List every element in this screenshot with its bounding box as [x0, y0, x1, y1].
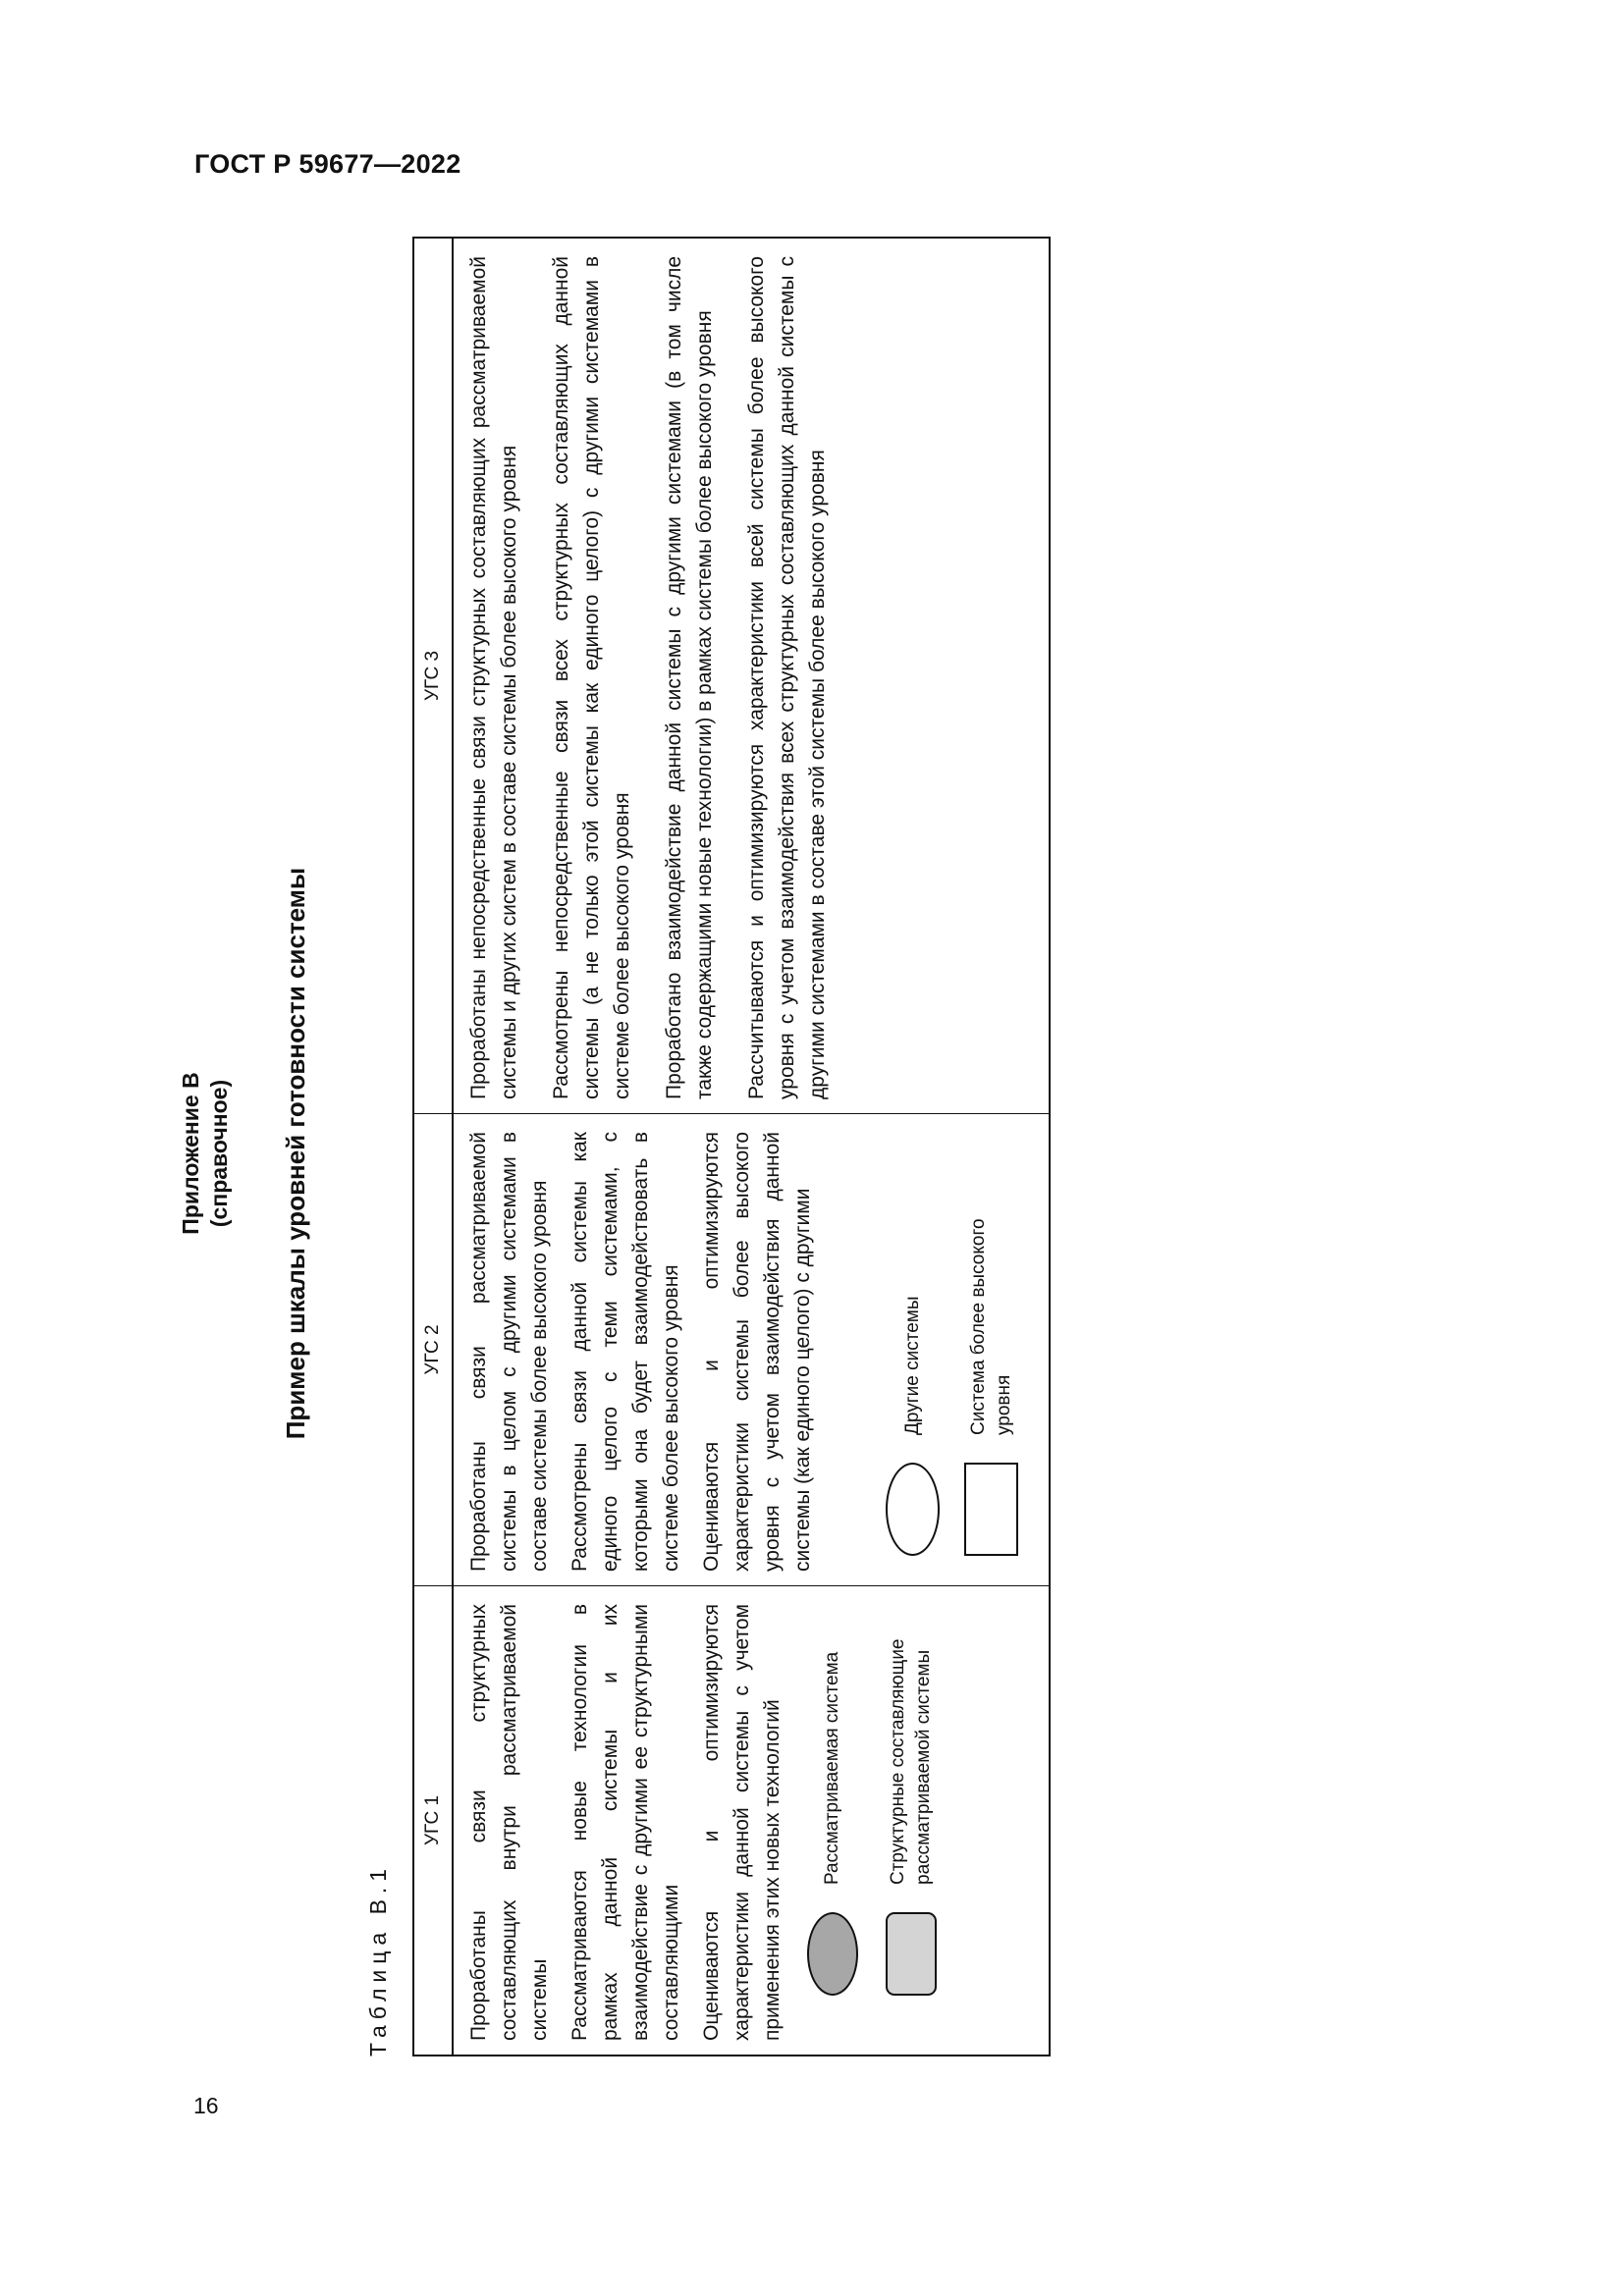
ugs1-paragraph: Оцениваются и оптимизируются характеристики данной системы с учетом применения этих новых технологий [700, 1604, 784, 2041]
ugs2-paragraph: Проработаны связи рассматриваемой системы в целом с другими системами в составе системы более высокого уровня [467, 1132, 551, 1572]
legend-label: Рассматриваемая система [822, 1651, 842, 1885]
column-header-ugs2: УГС 2 [414, 1114, 454, 1586]
table-cell-ugs1 [454, 1586, 1049, 2055]
legend-label-line: Структурные составляющие [888, 1638, 908, 1885]
page-number: 16 [193, 2093, 219, 2118]
legend-structural-components [886, 1639, 937, 1997]
legend-label-line: уровня [993, 1374, 1014, 1435]
rounded-rect-icon [886, 1912, 937, 1996]
appendix-title: Приложение В [178, 1072, 203, 1235]
ugs1-paragraph: Проработаны связи структурных составляющих внутри рассматриваемой системы [467, 1604, 551, 2041]
legend-label: Другие системы [901, 1296, 923, 1435]
readiness-table [412, 237, 1051, 2056]
legend-other-systems [886, 1297, 940, 1557]
ugs1-paragraph: Рассматриваются новые технологии в рамках данной системы и их взаимодействие с другими ее структурными составляющими [568, 1604, 682, 2041]
ugs3-paragraph: Проработано взаимодействие данной системы с другими системами (в том числе также содержащими новые технологии) в рамках системы более высокого уровня [663, 256, 716, 1099]
legend-label [966, 1218, 1017, 1435]
ugs3-paragraph: Рассмотрены непосредственные связи всех структурных составляющих данной системы (а не только этой системы как единого целого) с другими системами в системе более высокого уровня [550, 256, 633, 1099]
rotated-content [177, 226, 1060, 2081]
appendix-heading: Пример шкалы уровней готовности системы [281, 867, 310, 1440]
appendix-subtitle: (справочное) [206, 1079, 232, 1228]
ugs2-paragraph: Рассмотрены связи данной системы как единого целого с теми системами, с которыми она будет взаимодействовать в системе более высокого уровня [568, 1132, 682, 1572]
white-rect-icon [964, 1463, 1018, 1556]
legend-considered-system [807, 1652, 858, 1996]
table-cell-ugs3 [454, 239, 1049, 1114]
gray-ellipse-icon [807, 1912, 858, 1996]
ugs3-paragraph: Проработаны непосредственные связи структурных составляющих рассматриваемой системы и других систем в составе системы более высокого уровня [467, 256, 520, 1099]
table-cell-ugs2 [454, 1114, 1049, 1586]
ugs2-paragraph: Оцениваются и оптимизируются характеристики системы более высокого уровня с учетом взаимодействия данной системы (как единого целого) с другими [700, 1132, 814, 1572]
white-ellipse-icon [886, 1463, 940, 1556]
standard-header: ГОСТ Р 59677—2022 [194, 149, 461, 179]
legend-label-line: рассматриваемой системы [913, 1649, 934, 1885]
column-header-ugs1: УГС 1 [414, 1586, 454, 2055]
column-header-ugs3: УГС 3 [414, 239, 454, 1114]
table-label: Таблица В.1 [365, 1862, 391, 2056]
legend-label [886, 1639, 937, 1886]
ugs3-paragraph: Рассчитываются и оптимизируются характеристики всей системы более высокого уровня с учетом взаимодействия всех структурных составляющих данной системы с другими системами в составе этой системы более высокого уровня [745, 256, 829, 1099]
legend-higher-system [964, 1218, 1018, 1556]
legend-label-line: Система более высокого [967, 1218, 989, 1435]
